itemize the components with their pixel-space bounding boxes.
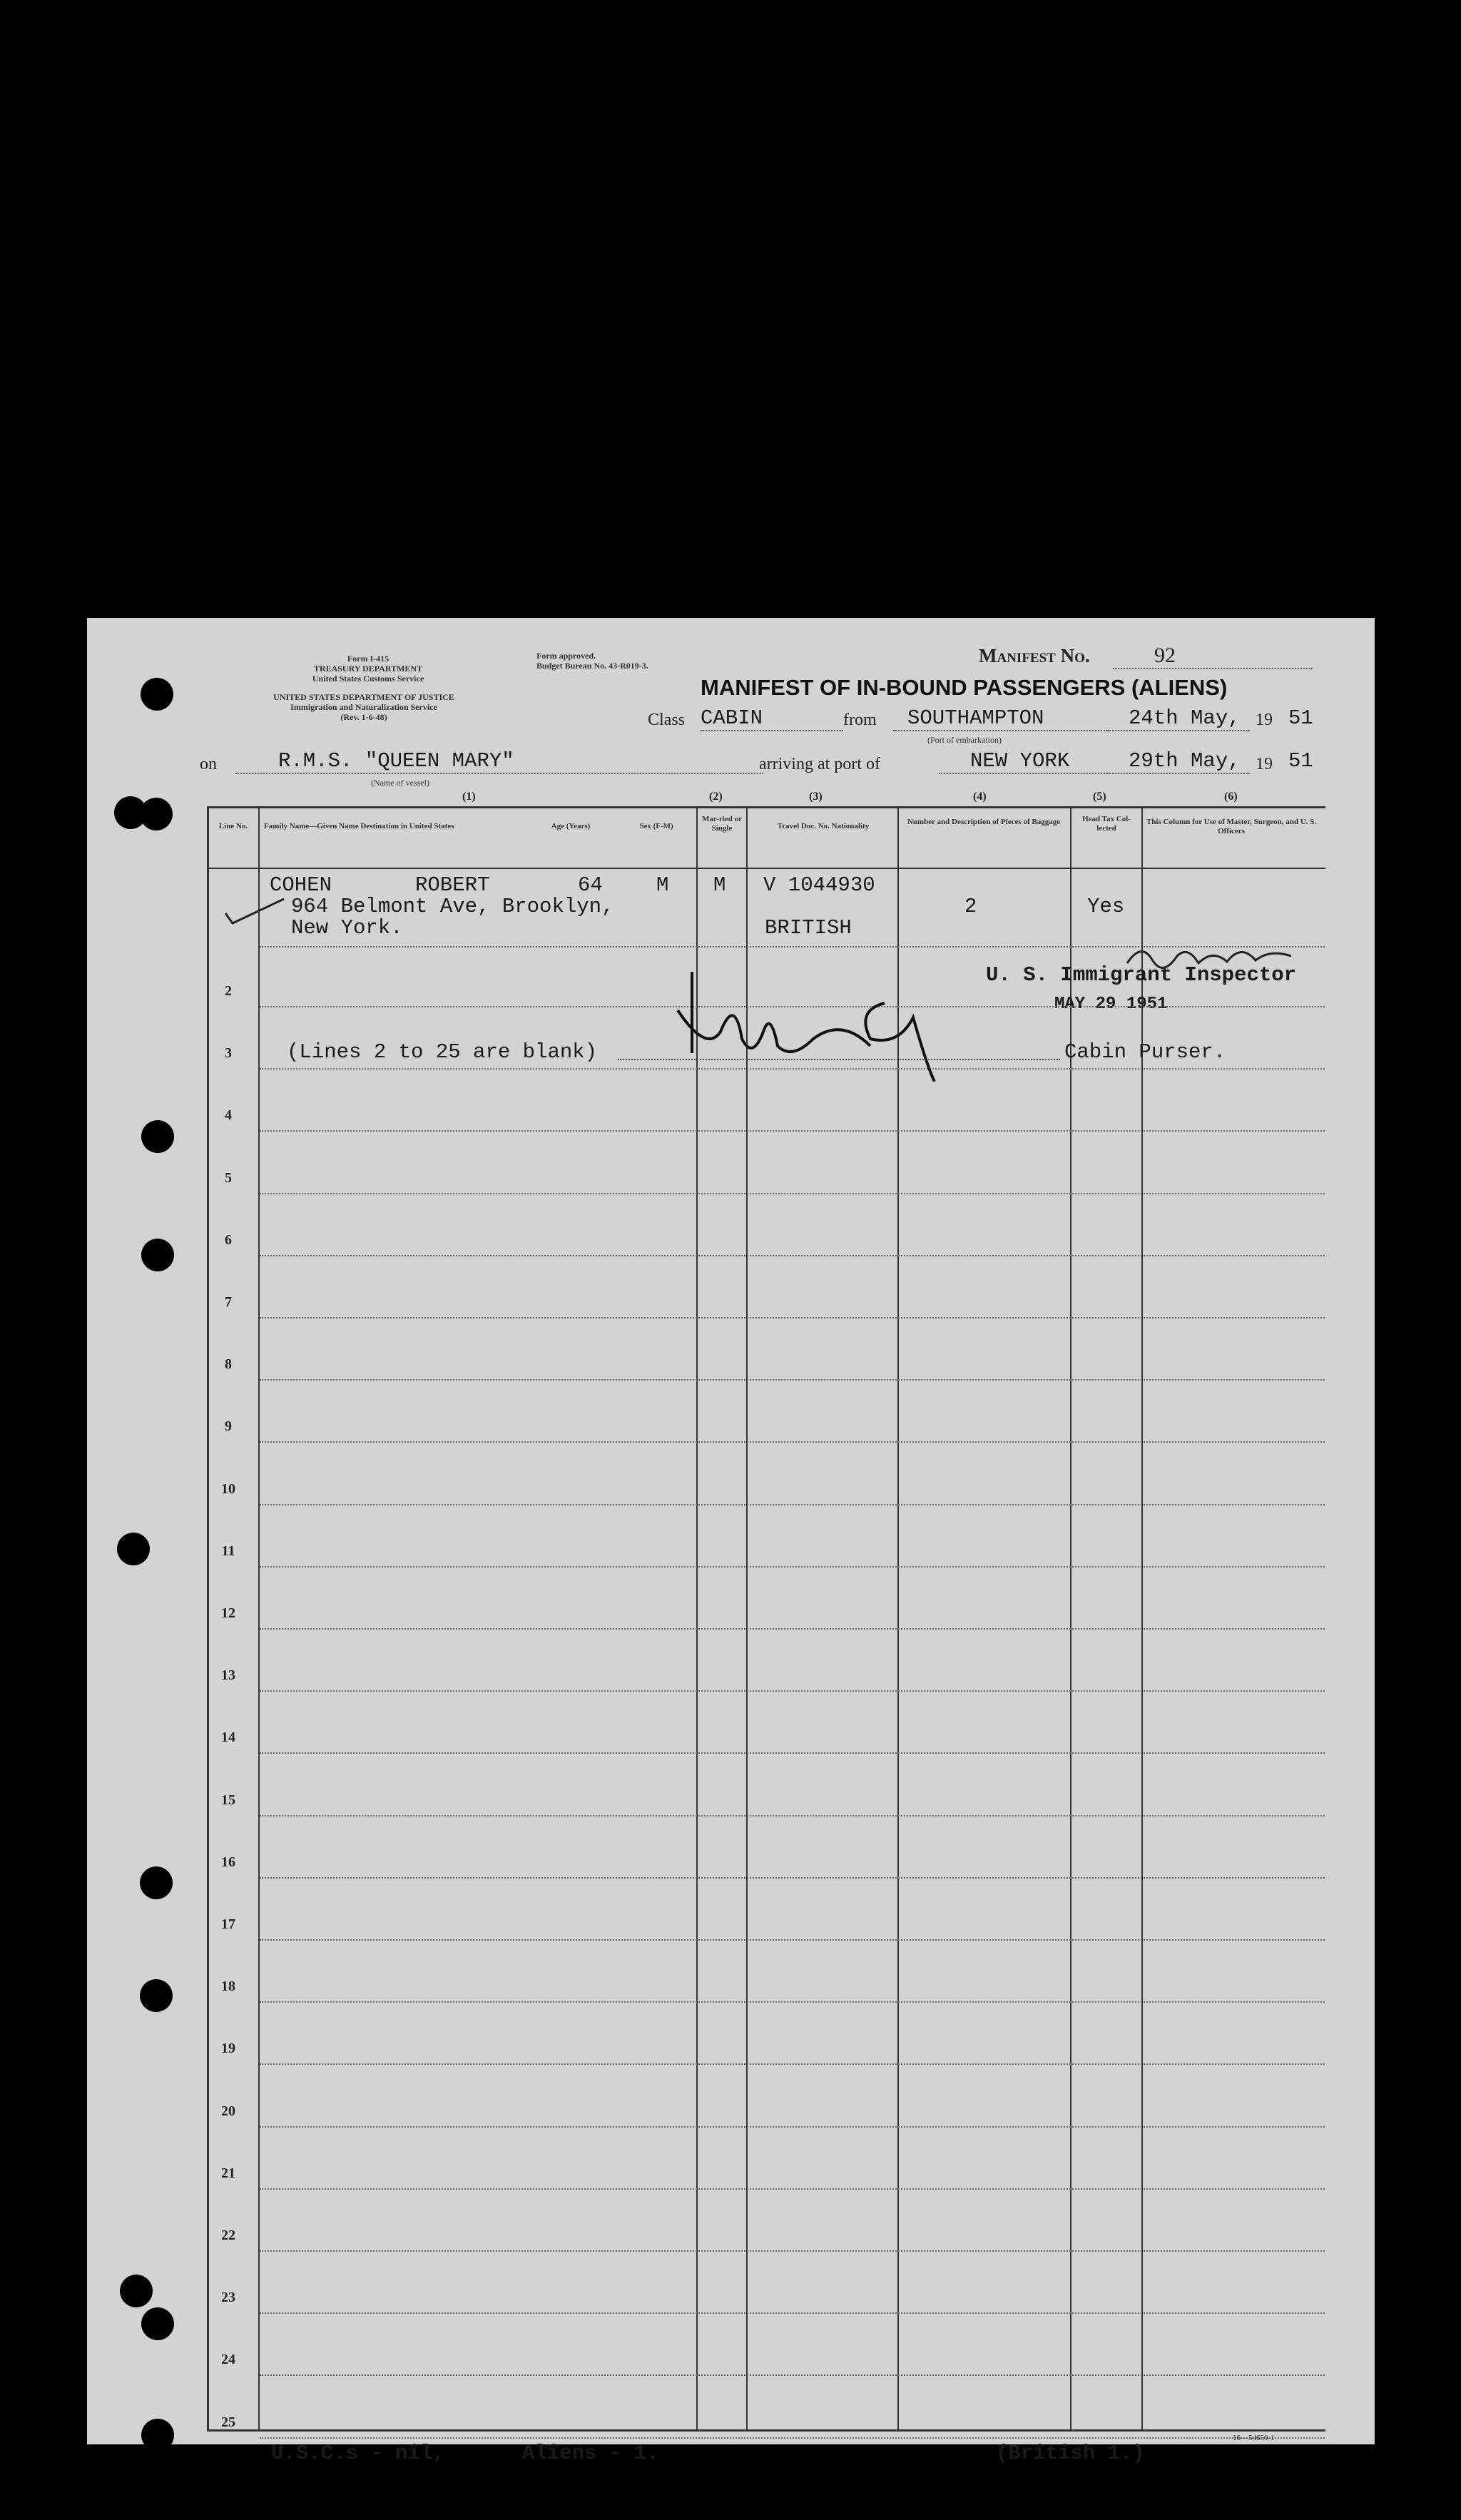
- row-number: 19: [221, 2041, 235, 2057]
- col-header-sex: Sex (F-M): [639, 822, 673, 830]
- year-prefix: 19: [1256, 711, 1273, 729]
- arriving-label: arriving at port of: [759, 755, 880, 773]
- class-value: CABIN: [701, 706, 843, 731]
- row-number: 21: [221, 2165, 235, 2181]
- arrival-port: NEW YORK: [939, 749, 1107, 774]
- punch-hole: [140, 1866, 173, 1899]
- row-number: 2: [225, 983, 232, 999]
- row-line: [260, 1317, 1325, 1319]
- address-line-2: New York.: [291, 916, 403, 940]
- row-line: [260, 2063, 1325, 2065]
- on-label: on: [200, 755, 217, 773]
- punch-hole: [141, 678, 173, 711]
- punch-hole: [141, 2307, 174, 2340]
- footer-aliens: Aliens - 1.: [522, 2442, 659, 2465]
- col-header-age: Age (Years): [551, 822, 591, 830]
- row-number: 5: [225, 1169, 232, 1186]
- year-prefix-arrival: 19: [1256, 755, 1273, 773]
- from-value: SOUTHAMPTON: [893, 706, 1107, 731]
- vessel-note: (Name of vessel): [371, 778, 429, 788]
- doj-header: [200, 692, 528, 722]
- row-line: [260, 1130, 1325, 1132]
- arrival-date: 29th May,: [1107, 749, 1250, 774]
- travel-doc-no: V 1044930: [763, 873, 875, 897]
- row-number: 3: [225, 1045, 232, 1062]
- col-header-head-tax: Head Tax Col-lected: [1082, 815, 1131, 833]
- row-number: 11: [221, 1543, 235, 1559]
- row-line: [260, 1752, 1325, 1754]
- row-number: 25: [221, 2414, 235, 2430]
- column-number: (6): [1224, 791, 1238, 803]
- punch-hole: [141, 2419, 174, 2452]
- age: 64: [578, 873, 603, 897]
- form-header: [254, 654, 482, 684]
- ins: Immigration and Naturalization Service: [290, 702, 437, 712]
- head-tax: Yes: [1087, 895, 1125, 918]
- col-header-travel-doc: Travel Doc. No. Nationality: [777, 822, 870, 830]
- row-number: 22: [221, 2227, 235, 2243]
- print-code: 16—54650-1: [1233, 2434, 1275, 2442]
- vessel-name: R.M.S. "QUEEN MARY": [235, 749, 763, 774]
- row-number: 16: [221, 1854, 235, 1870]
- col-header-officers: This Column for Use of Master, Surgeon, and U. S. Officers: [1146, 818, 1317, 835]
- manifest-no-value: 92: [1113, 644, 1313, 669]
- row-number: 9: [225, 1418, 232, 1435]
- row-number: 20: [221, 2103, 235, 2119]
- sex: M: [656, 873, 669, 897]
- nationality: BRITISH: [765, 916, 852, 940]
- page-title: MANIFEST OF IN-BOUND PASSENGERS (ALIENS): [701, 675, 1228, 700]
- given-name: ROBERT: [415, 873, 490, 897]
- budget-note: [536, 651, 648, 671]
- row-line: [260, 946, 1325, 947]
- service: United States Customs Service: [312, 674, 424, 684]
- row-number: 12: [221, 1605, 235, 1621]
- row-number: 6: [225, 1231, 232, 1248]
- revision: (Rev. 1-6-48): [340, 712, 387, 722]
- row-line: [260, 1255, 1325, 1256]
- row-line: [260, 1504, 1325, 1505]
- row-number: 23: [221, 2290, 235, 2306]
- from-label: from: [843, 711, 877, 729]
- budget-bureau: Budget Bureau No. 43-R019-3.: [536, 661, 648, 671]
- family-name: COHEN: [270, 873, 332, 897]
- row-line: [260, 1193, 1325, 1194]
- punch-hole: [120, 2275, 153, 2307]
- class-label: Class: [648, 711, 686, 729]
- row-line: [260, 2188, 1325, 2190]
- row-line: [260, 1815, 1325, 1817]
- row-line: [260, 1441, 1325, 1443]
- col-header-baggage: Number and Description of Pieces of Baggage: [907, 818, 1061, 826]
- column-number: (2): [709, 791, 723, 803]
- header-divider: [207, 868, 1325, 869]
- row-number: 17: [221, 1916, 235, 1932]
- check-mark-icon: [223, 895, 287, 930]
- department: TREASURY DEPARTMENT: [313, 664, 423, 674]
- punch-hole: [141, 1239, 174, 1271]
- row-number: 7: [225, 1294, 232, 1310]
- row-line: [260, 2126, 1325, 2128]
- column-number: (4): [973, 791, 987, 803]
- baggage-count: 2: [964, 895, 977, 918]
- blank-lines-note: (Lines 2 to 25 are blank): [287, 1040, 598, 1064]
- row-number: 4: [225, 1107, 232, 1124]
- from-date: 24th May,: [1107, 706, 1250, 731]
- purser-signature: [599, 967, 999, 1082]
- cabin-purser: Cabin Purser.: [1064, 1040, 1226, 1064]
- punch-hole: [140, 1979, 173, 2012]
- column-number: (1): [462, 791, 476, 803]
- row-line: [260, 1939, 1325, 1941]
- doj: UNITED STATES DEPARTMENT OF JUSTICE: [273, 692, 454, 702]
- row-number: 15: [221, 1792, 235, 1808]
- row-line: [260, 1877, 1325, 1879]
- col-header-line-no: Line No.: [218, 822, 248, 830]
- row-number: 13: [221, 1667, 235, 1684]
- column-number: (3): [809, 791, 823, 803]
- row-line: [260, 2437, 1325, 2439]
- footer-uscs: U.S.C.s - nil,: [271, 2442, 445, 2465]
- marital-status: M: [713, 873, 726, 897]
- col-header-married: Mar-ried or Single: [701, 815, 743, 833]
- stamp-date: MAY 29 1951: [1054, 995, 1168, 1014]
- inspector-signature: [1120, 935, 1305, 977]
- form-number: Form I-415: [347, 654, 390, 664]
- punch-hole: [141, 1120, 174, 1153]
- row-number: 18: [221, 1978, 235, 1995]
- row-number: 14: [221, 1729, 235, 1746]
- punch-hole: [117, 1533, 150, 1565]
- row-line: [260, 1628, 1325, 1630]
- arrival-year: 51: [1288, 749, 1313, 773]
- column-number: (5): [1093, 791, 1106, 803]
- port-embarkation-note: (Port of embarkation): [927, 735, 1002, 745]
- from-year: 51: [1288, 706, 1313, 730]
- punch-hole: [140, 798, 173, 830]
- row-line: [260, 1690, 1325, 1692]
- footer-british: (British 1.): [996, 2442, 1145, 2465]
- row-line: [260, 1566, 1325, 1568]
- row-number: 8: [225, 1356, 232, 1373]
- row-line: [260, 2001, 1325, 2003]
- row-line: [260, 2250, 1325, 2252]
- row-line: [260, 2312, 1325, 2314]
- row-line: [260, 1379, 1325, 1381]
- row-number: 10: [221, 1480, 235, 1497]
- col-header-name: Family Name—Given Name Destination in United States: [264, 822, 454, 830]
- manifest-no-label: Manifest No.: [979, 645, 1090, 666]
- form-approved: Form approved.: [536, 651, 596, 661]
- address-line-1: 964 Belmont Ave, Brooklyn,: [291, 895, 614, 918]
- inspector-stamp: U. S. Immigrant Inspector: [986, 963, 1297, 987]
- row-number: 24: [221, 2352, 235, 2368]
- row-line: [260, 2374, 1325, 2376]
